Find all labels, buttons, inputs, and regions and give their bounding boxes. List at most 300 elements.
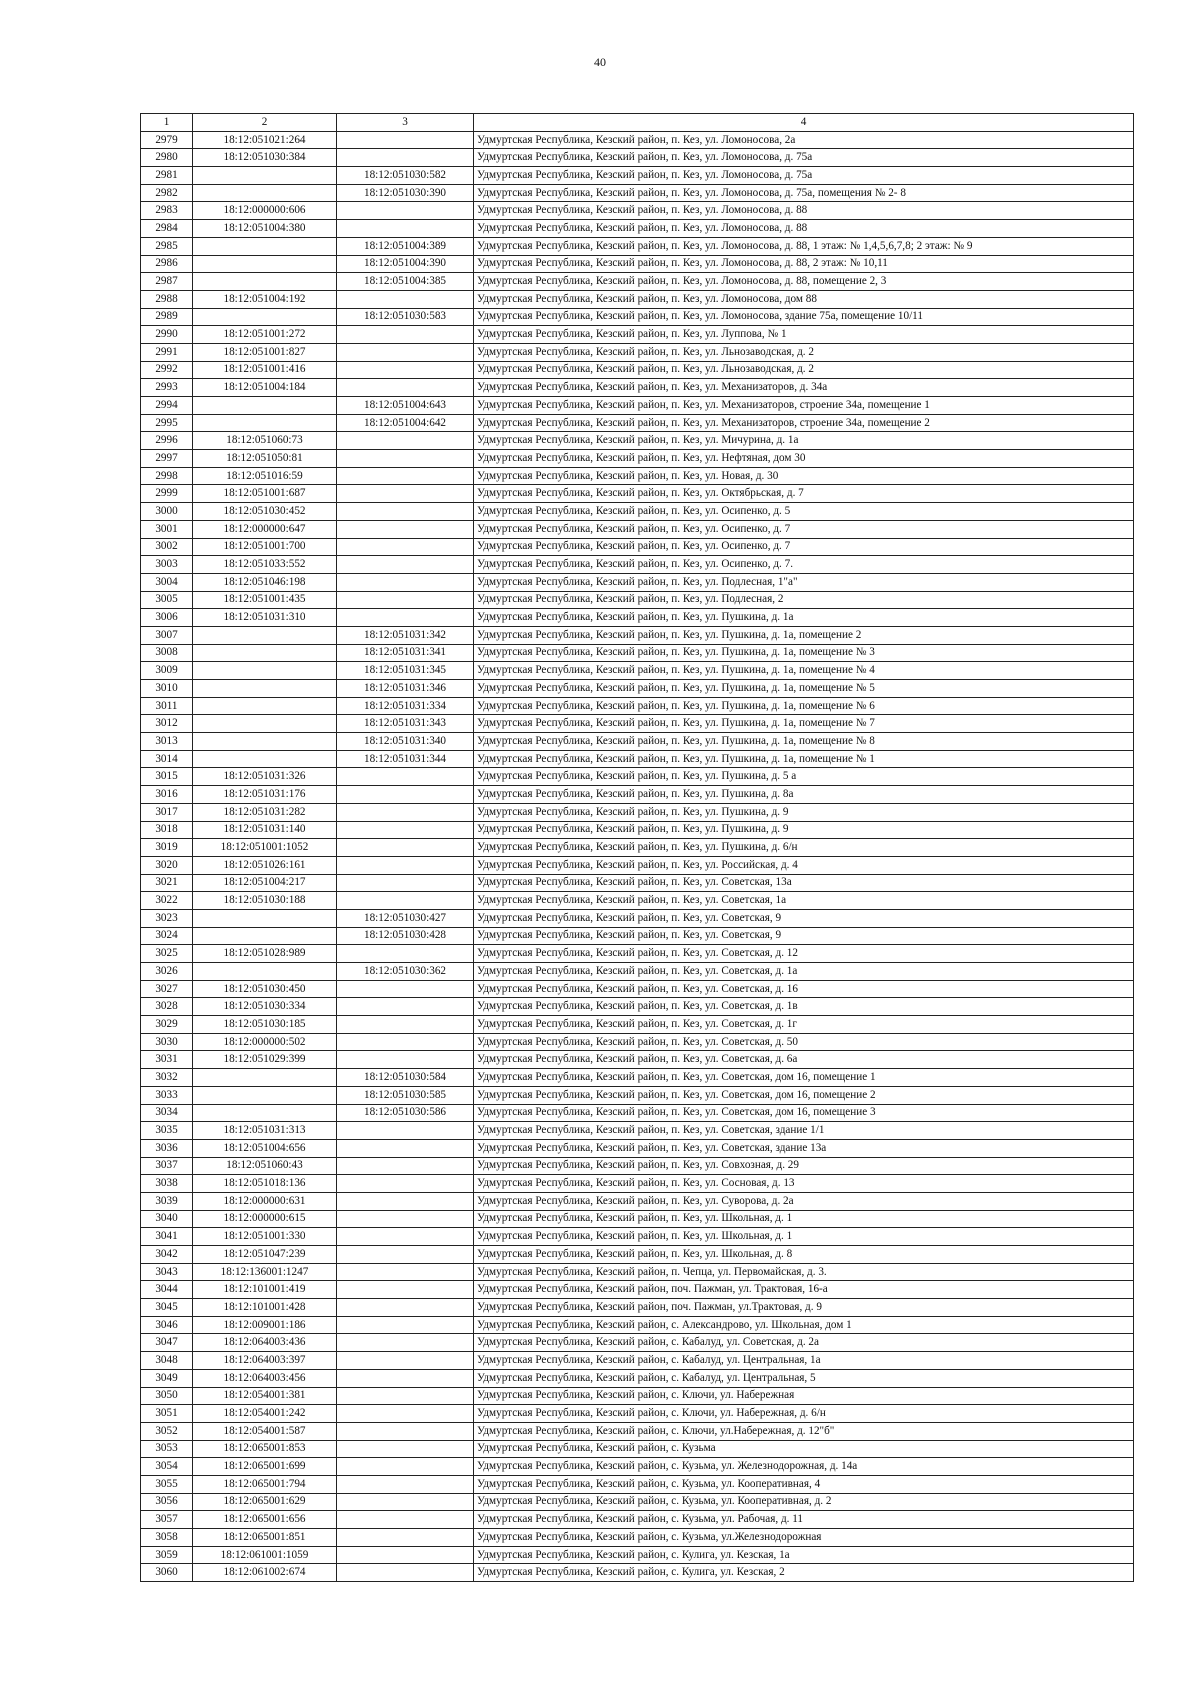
address-cell: Удмуртская Республика, Кезский район, п. Кез, ул. Советская, д. 1а [474, 963, 1134, 981]
row-number-cell: 2979 [141, 131, 193, 149]
table-row [141, 874, 1134, 892]
row-number-cell: 3058 [141, 1529, 193, 1547]
row-number-cell: 2983 [141, 202, 193, 220]
row-number-cell: 3030 [141, 1033, 193, 1051]
land-cadastral-number-cell: 18:12:000000:647 [193, 520, 337, 538]
land-cadastral-number-cell: 18:12:051033:552 [193, 556, 337, 574]
land-cadastral-number-cell: 18:12:051028:989 [193, 945, 337, 963]
land-cadastral-number-cell: 18:12:051026:161 [193, 856, 337, 874]
land-cadastral-number-cell: 18:12:051030:450 [193, 980, 337, 998]
table-row [141, 998, 1134, 1016]
row-number-cell: 3056 [141, 1493, 193, 1511]
table-row [141, 1511, 1134, 1529]
address-cell: Удмуртская Республика, Кезский район, п. Кез, ул. Российская, д. 4 [474, 856, 1134, 874]
object-cadastral-number-cell [337, 768, 474, 786]
address-cell: Удмуртская Республика, Кезский район, п. Кез, ул. Механизаторов, строение 34а, помещение 1 [474, 397, 1134, 415]
row-number-cell: 3027 [141, 980, 193, 998]
address-cell: Удмуртская Республика, Кезский район, п. Кез, ул. Советская, 1а [474, 892, 1134, 910]
row-number-cell: 3013 [141, 733, 193, 751]
address-cell: Удмуртская Республика, Кезский район, п. Кез, ул. Пушкина, д. 1а, помещение № 4 [474, 662, 1134, 680]
land-cadastral-number-cell: 18:12:101001:428 [193, 1299, 337, 1317]
land-cadastral-number-cell: 18:12:051001:827 [193, 343, 337, 361]
table-row [141, 786, 1134, 804]
table-row [141, 644, 1134, 662]
object-cadastral-number-cell [337, 786, 474, 804]
land-cadastral-number-cell [193, 644, 337, 662]
object-cadastral-number-cell: 18:12:051030:586 [337, 1104, 474, 1122]
row-number-cell: 3031 [141, 1051, 193, 1069]
land-cadastral-number-cell: 18:12:051004:656 [193, 1139, 337, 1157]
row-number-cell: 3046 [141, 1316, 193, 1334]
object-cadastral-number-cell [337, 1210, 474, 1228]
row-number-cell: 2980 [141, 149, 193, 167]
address-cell: Удмуртская Республика, Кезский район, поч. Пажман, ул.Трактовая, д. 9 [474, 1299, 1134, 1317]
address-cell: Удмуртская Республика, Кезский район, п. Кез, ул. Советская, здание 1/1 [474, 1122, 1134, 1140]
row-number-cell: 2986 [141, 255, 193, 273]
table-row [141, 892, 1134, 910]
table-row [141, 361, 1134, 379]
address-cell: Удмуртская Республика, Кезский район, с. Александрово, ул. Школьная, дом 1 [474, 1316, 1134, 1334]
row-number-cell: 3051 [141, 1405, 193, 1423]
row-number-cell: 3048 [141, 1352, 193, 1370]
row-number-cell: 3040 [141, 1210, 193, 1228]
address-cell: Удмуртская Республика, Кезский район, п. Кез, ул. Пушкина, д. 1а, помещение 2 [474, 626, 1134, 644]
row-number-cell: 3050 [141, 1387, 193, 1405]
row-number-cell: 3025 [141, 945, 193, 963]
table-row [141, 1316, 1134, 1334]
row-number-cell: 3055 [141, 1475, 193, 1493]
land-cadastral-number-cell: 18:12:054001:381 [193, 1387, 337, 1405]
land-cadastral-number-cell [193, 697, 337, 715]
table-row [141, 821, 1134, 839]
header-row [141, 114, 1134, 132]
table-row [141, 379, 1134, 397]
table-row [141, 308, 1134, 326]
table-row [141, 220, 1134, 238]
land-cadastral-number-cell: 18:12:051060:73 [193, 432, 337, 450]
object-cadastral-number-cell [337, 609, 474, 627]
table-row [141, 803, 1134, 821]
land-cadastral-number-cell [193, 750, 337, 768]
column-header-2: 2 [193, 114, 337, 132]
land-cadastral-number-cell: 18:12:136001:1247 [193, 1263, 337, 1281]
column-header-1: 1 [141, 114, 193, 132]
address-cell: Удмуртская Республика, Кезский район, п. Кез, ул. Советская, дом 16, помещение 2 [474, 1086, 1134, 1104]
land-cadastral-number-cell: 18:12:061001:1059 [193, 1546, 337, 1564]
object-cadastral-number-cell [337, 131, 474, 149]
land-cadastral-number-cell [193, 909, 337, 927]
address-cell: Удмуртская Республика, Кезский район, с. Кузьма, ул. Кооперативная, д. 2 [474, 1493, 1134, 1511]
table-row [141, 503, 1134, 521]
row-number-cell: 3059 [141, 1546, 193, 1564]
table-row [141, 927, 1134, 945]
land-cadastral-number-cell: 18:12:000000:502 [193, 1033, 337, 1051]
table-row [141, 1440, 1134, 1458]
row-number-cell: 2982 [141, 184, 193, 202]
row-number-cell: 3032 [141, 1069, 193, 1087]
table-row [141, 1016, 1134, 1034]
object-cadastral-number-cell: 18:12:051030:428 [337, 927, 474, 945]
row-number-cell: 3017 [141, 803, 193, 821]
land-cadastral-number-cell: 18:12:051031:282 [193, 803, 337, 821]
address-cell: Удмуртская Республика, Кезский район, п. Кез, ул. Советская, д. 50 [474, 1033, 1134, 1051]
row-number-cell: 3037 [141, 1157, 193, 1175]
row-number-cell: 3054 [141, 1458, 193, 1476]
address-cell: Удмуртская Республика, Кезский район, с. Кулига, ул. Кезская, 1а [474, 1546, 1134, 1564]
table-row [141, 733, 1134, 751]
land-cadastral-number-cell [193, 1086, 337, 1104]
address-cell: Удмуртская Республика, Кезский район, п. Кез, ул. Советская, д. 1г [474, 1016, 1134, 1034]
object-cadastral-number-cell [337, 998, 474, 1016]
address-cell: Удмуртская Республика, Кезский район, п. Кез, ул. Советская, дом 16, помещение 1 [474, 1069, 1134, 1087]
land-cadastral-number-cell: 18:12:051031:176 [193, 786, 337, 804]
address-cell: Удмуртская Республика, Кезский район, п. Кез, ул. Пушкина, д. 6/н [474, 839, 1134, 857]
row-number-cell: 3010 [141, 680, 193, 698]
address-cell: Удмуртская Республика, Кезский район, п. Кез, ул. Пушкина, д. 1а, помещение № 6 [474, 697, 1134, 715]
object-cadastral-number-cell [337, 1493, 474, 1511]
land-cadastral-number-cell: 18:12:051046:198 [193, 573, 337, 591]
land-cadastral-number-cell: 18:12:101001:419 [193, 1281, 337, 1299]
address-cell: Удмуртская Республика, Кезский район, п. Кез, ул. Советская, д. 1в [474, 998, 1134, 1016]
object-cadastral-number-cell: 18:12:051030:427 [337, 909, 474, 927]
land-cadastral-number-cell [193, 414, 337, 432]
object-cadastral-number-cell [337, 1016, 474, 1034]
object-cadastral-number-cell [337, 1228, 474, 1246]
table-body [141, 131, 1134, 1581]
row-number-cell: 2985 [141, 237, 193, 255]
object-cadastral-number-cell [337, 220, 474, 238]
land-cadastral-number-cell: 18:12:061002:674 [193, 1564, 337, 1582]
object-cadastral-number-cell [337, 1175, 474, 1193]
address-cell: Удмуртская Республика, Кезский район, п. Кез, ул. Осипенко, д. 7 [474, 538, 1134, 556]
table-row [141, 1334, 1134, 1352]
table-row [141, 1369, 1134, 1387]
row-number-cell: 3000 [141, 503, 193, 521]
table-row [141, 255, 1134, 273]
object-cadastral-number-cell [337, 1157, 474, 1175]
object-cadastral-number-cell [337, 1369, 474, 1387]
row-number-cell: 3057 [141, 1511, 193, 1529]
land-cadastral-number-cell [193, 255, 337, 273]
address-cell: Удмуртская Республика, Кезский район, п. Кез, ул. Пушкина, д. 1а, помещение № 5 [474, 680, 1134, 698]
object-cadastral-number-cell [337, 1139, 474, 1157]
table-row [141, 1157, 1134, 1175]
table-row [141, 715, 1134, 733]
address-cell: Удмуртская Республика, Кезский район, п. Кез, ул. Луппова, № 1 [474, 326, 1134, 344]
land-cadastral-number-cell [193, 237, 337, 255]
object-cadastral-number-cell [337, 591, 474, 609]
table-row [141, 750, 1134, 768]
table-row [141, 1299, 1134, 1317]
object-cadastral-number-cell: 18:12:051031:341 [337, 644, 474, 662]
address-cell: Удмуртская Республика, Кезский район, п. Кез, ул. Мичурина, д. 1а [474, 432, 1134, 450]
table-row [141, 856, 1134, 874]
land-cadastral-number-cell: 18:12:051004:192 [193, 290, 337, 308]
address-cell: Удмуртская Республика, Кезский район, п. Кез, ул. Ломоносова, д. 88, 1 этаж: № 1,4,5,6,7,8; 2 этаж: № 9 [474, 237, 1134, 255]
table-row [141, 839, 1134, 857]
table-row [141, 414, 1134, 432]
row-number-cell: 3003 [141, 556, 193, 574]
address-cell: Удмуртская Республика, Кезский район, п. Кез, ул. Осипенко, д. 5 [474, 503, 1134, 521]
address-cell: Удмуртская Республика, Кезский район, с. Кузьма, ул. Рабочая, д. 11 [474, 1511, 1134, 1529]
row-number-cell: 2996 [141, 432, 193, 450]
object-cadastral-number-cell [337, 149, 474, 167]
land-cadastral-number-cell: 18:12:051031:326 [193, 768, 337, 786]
address-cell: Удмуртская Республика, Кезский район, п. Кез, ул. Школьная, д. 1 [474, 1228, 1134, 1246]
row-number-cell: 3019 [141, 839, 193, 857]
address-cell: Удмуртская Республика, Кезский район, п. Кез, ул. Пушкина, д. 9 [474, 803, 1134, 821]
address-cell: Удмуртская Республика, Кезский район, п. Кез, ул. Ломоносова, здание 75а, помещение 10/11 [474, 308, 1134, 326]
address-cell: Удмуртская Республика, Кезский район, п. Кез, ул. Совхозная, д. 29 [474, 1157, 1134, 1175]
row-number-cell: 3014 [141, 750, 193, 768]
land-cadastral-number-cell: 18:12:051001:687 [193, 485, 337, 503]
address-cell: Удмуртская Республика, Кезский район, п. Кез, ул. Школьная, д. 1 [474, 1210, 1134, 1228]
object-cadastral-number-cell [337, 1422, 474, 1440]
row-number-cell: 3028 [141, 998, 193, 1016]
object-cadastral-number-cell: 18:12:051004:643 [337, 397, 474, 415]
row-number-cell: 3035 [141, 1122, 193, 1140]
address-cell: Удмуртская Республика, Кезский район, с. Кулига, ул. Кезская, 2 [474, 1564, 1134, 1582]
table-row [141, 1104, 1134, 1122]
object-cadastral-number-cell: 18:12:051030:583 [337, 308, 474, 326]
table-row [141, 697, 1134, 715]
object-cadastral-number-cell [337, 326, 474, 344]
object-cadastral-number-cell [337, 343, 474, 361]
land-cadastral-number-cell: 18:12:064003:456 [193, 1369, 337, 1387]
address-cell: Удмуртская Республика, Кезский район, п. Кез, ул. Советская, д. 16 [474, 980, 1134, 998]
row-number-cell: 3016 [141, 786, 193, 804]
address-cell: Удмуртская Республика, Кезский район, п. Кез, ул. Советская, д. 12 [474, 945, 1134, 963]
land-cadastral-number-cell: 18:12:009001:186 [193, 1316, 337, 1334]
land-cadastral-number-cell: 18:12:051016:59 [193, 467, 337, 485]
object-cadastral-number-cell [337, 202, 474, 220]
row-number-cell: 3002 [141, 538, 193, 556]
address-cell: Удмуртская Республика, Кезский район, п. Кез, ул. Советская, дом 16, помещение 3 [474, 1104, 1134, 1122]
table-row [141, 1281, 1134, 1299]
row-number-cell: 2992 [141, 361, 193, 379]
land-cadastral-number-cell: 18:12:051031:313 [193, 1122, 337, 1140]
table-row [141, 1175, 1134, 1193]
table-row [141, 1246, 1134, 1264]
table-row [141, 609, 1134, 627]
table-row [141, 1263, 1134, 1281]
table-row [141, 1122, 1134, 1140]
row-number-cell: 3023 [141, 909, 193, 927]
land-cadastral-number-cell [193, 1069, 337, 1087]
land-cadastral-number-cell [193, 927, 337, 945]
address-cell: Удмуртская Республика, Кезский район, с. Ключи, ул. Набережная [474, 1387, 1134, 1405]
object-cadastral-number-cell [337, 538, 474, 556]
row-number-cell: 2984 [141, 220, 193, 238]
land-cadastral-number-cell [193, 626, 337, 644]
land-cadastral-number-cell: 18:12:051021:264 [193, 131, 337, 149]
address-cell: Удмуртская Республика, Кезский район, п. Кез, ул. Ломоносова, 2а [474, 131, 1134, 149]
row-number-cell: 3043 [141, 1263, 193, 1281]
land-cadastral-number-cell: 18:12:051030:334 [193, 998, 337, 1016]
row-number-cell: 2991 [141, 343, 193, 361]
land-cadastral-number-cell: 18:12:051001:1052 [193, 839, 337, 857]
object-cadastral-number-cell [337, 821, 474, 839]
address-cell: Удмуртская Республика, Кезский район, п. Кез, ул. Льнозаводская, д. 2 [474, 361, 1134, 379]
row-number-cell: 3033 [141, 1086, 193, 1104]
land-cadastral-number-cell: 18:12:051004:184 [193, 379, 337, 397]
row-number-cell: 2997 [141, 450, 193, 468]
land-cadastral-number-cell [193, 167, 337, 185]
object-cadastral-number-cell [337, 1352, 474, 1370]
address-cell: Удмуртская Республика, Кезский район, п. Кез, ул. Суворова, д. 2а [474, 1192, 1134, 1210]
object-cadastral-number-cell: 18:12:051030:390 [337, 184, 474, 202]
address-cell: Удмуртская Республика, Кезский район, п. Кез, ул. Пушкина, д. 9 [474, 821, 1134, 839]
row-number-cell: 3044 [141, 1281, 193, 1299]
land-cadastral-number-cell [193, 184, 337, 202]
object-cadastral-number-cell: 18:12:051030:362 [337, 963, 474, 981]
row-number-cell: 3015 [141, 768, 193, 786]
table-row [141, 1352, 1134, 1370]
table-header [141, 114, 1134, 132]
land-cadastral-number-cell: 18:12:051031:310 [193, 609, 337, 627]
row-number-cell: 3020 [141, 856, 193, 874]
table-row [141, 237, 1134, 255]
land-cadastral-number-cell: 18:12:000000:615 [193, 1210, 337, 1228]
address-cell: Удмуртская Республика, Кезский район, с. Ключи, ул.Набережная, д. 12"б" [474, 1422, 1134, 1440]
object-cadastral-number-cell: 18:12:051004:390 [337, 255, 474, 273]
object-cadastral-number-cell [337, 803, 474, 821]
table-row [141, 1069, 1134, 1087]
row-number-cell: 3021 [141, 874, 193, 892]
land-cadastral-number-cell: 18:12:051001:416 [193, 361, 337, 379]
object-cadastral-number-cell [337, 1122, 474, 1140]
land-cadastral-number-cell: 18:12:000000:606 [193, 202, 337, 220]
land-cadastral-number-cell: 18:12:051030:384 [193, 149, 337, 167]
table-row [141, 485, 1134, 503]
address-cell: Удмуртская Республика, Кезский район, п. Кез, ул. Ломоносова, д. 88, помещение 2, 3 [474, 273, 1134, 291]
row-number-cell: 3024 [141, 927, 193, 945]
address-cell: Удмуртская Республика, Кезский район, с. Ключи, ул. Набережная, д. 6/н [474, 1405, 1134, 1423]
row-number-cell: 3034 [141, 1104, 193, 1122]
object-cadastral-number-cell [337, 1475, 474, 1493]
land-cadastral-number-cell: 18:12:065001:699 [193, 1458, 337, 1476]
row-number-cell: 2995 [141, 414, 193, 432]
table-row [141, 467, 1134, 485]
row-number-cell: 3008 [141, 644, 193, 662]
table-row [141, 520, 1134, 538]
table-row [141, 149, 1134, 167]
row-number-cell: 2988 [141, 290, 193, 308]
object-cadastral-number-cell: 18:12:051004:642 [337, 414, 474, 432]
table-row [141, 556, 1134, 574]
table-row [141, 1033, 1134, 1051]
address-cell: Удмуртская Республика, Кезский район, п. Кез, ул. Пушкина, д. 1а, помещение № 8 [474, 733, 1134, 751]
object-cadastral-number-cell [337, 1387, 474, 1405]
row-number-cell: 3047 [141, 1334, 193, 1352]
table-row [141, 1458, 1134, 1476]
table-row [141, 1086, 1134, 1104]
land-cadastral-number-cell: 18:12:065001:794 [193, 1475, 337, 1493]
table-row [141, 538, 1134, 556]
address-cell: Удмуртская Республика, Кезский район, п. Кез, ул. Пушкина, д. 1а, помещение № 7 [474, 715, 1134, 733]
address-cell: Удмуртская Республика, Кезский район, п. Кез, ул. Пушкина, д. 8а [474, 786, 1134, 804]
row-number-cell: 3007 [141, 626, 193, 644]
row-number-cell: 3005 [141, 591, 193, 609]
object-cadastral-number-cell [337, 1440, 474, 1458]
row-number-cell: 2981 [141, 167, 193, 185]
address-cell: Удмуртская Республика, Кезский район, п. Кез, ул. Ломоносова, дом 88 [474, 290, 1134, 308]
address-cell: Удмуртская Республика, Кезский район, п. Кез, ул. Ломоносова, д. 75а [474, 149, 1134, 167]
table-row [141, 980, 1134, 998]
table-row [141, 397, 1134, 415]
object-cadastral-number-cell: 18:12:051031:344 [337, 750, 474, 768]
object-cadastral-number-cell [337, 1334, 474, 1352]
object-cadastral-number-cell [337, 874, 474, 892]
object-cadastral-number-cell [337, 485, 474, 503]
land-cadastral-number-cell: 18:12:051031:140 [193, 821, 337, 839]
land-cadastral-number-cell: 18:12:065001:851 [193, 1529, 337, 1547]
row-number-cell: 3049 [141, 1369, 193, 1387]
address-cell: Удмуртская Республика, Кезский район, п. Кез, ул. Советская, 9 [474, 927, 1134, 945]
row-number-cell: 2994 [141, 397, 193, 415]
address-cell: Удмуртская Республика, Кезский район, п. Чепца, ул. Первомайская, д. 3. [474, 1263, 1134, 1281]
object-cadastral-number-cell [337, 1033, 474, 1051]
table-row [141, 1546, 1134, 1564]
object-cadastral-number-cell [337, 1546, 474, 1564]
address-cell: Удмуртская Республика, Кезский район, п. Кез, ул. Советская, 13а [474, 874, 1134, 892]
land-cadastral-number-cell: 18:12:051004:217 [193, 874, 337, 892]
object-cadastral-number-cell: 18:12:051031:334 [337, 697, 474, 715]
object-cadastral-number-cell [337, 361, 474, 379]
land-cadastral-number-cell [193, 733, 337, 751]
address-cell: Удмуртская Республика, Кезский район, с. Кабалуд, ул. Центральная, 5 [474, 1369, 1134, 1387]
land-cadastral-number-cell: 18:12:064003:436 [193, 1334, 337, 1352]
object-cadastral-number-cell [337, 1458, 474, 1476]
address-cell: Удмуртская Республика, Кезский район, п. Кез, ул. Пушкина, д. 1а, помещение № 1 [474, 750, 1134, 768]
table-row [141, 680, 1134, 698]
row-number-cell: 3039 [141, 1192, 193, 1210]
address-cell: Удмуртская Республика, Кезский район, п. Кез, ул. Ломоносова, д. 88 [474, 220, 1134, 238]
object-cadastral-number-cell [337, 980, 474, 998]
table-row [141, 768, 1134, 786]
object-cadastral-number-cell: 18:12:051031:340 [337, 733, 474, 751]
table-row [141, 662, 1134, 680]
object-cadastral-number-cell [337, 1316, 474, 1334]
address-cell: Удмуртская Республика, Кезский район, п. Кез, ул. Новая, д. 30 [474, 467, 1134, 485]
row-number-cell: 3006 [141, 609, 193, 627]
table-row [141, 591, 1134, 609]
object-cadastral-number-cell [337, 432, 474, 450]
address-cell: Удмуртская Республика, Кезский район, п. Кез, ул. Осипенко, д. 7. [474, 556, 1134, 574]
table-row [141, 131, 1134, 149]
table-row [141, 432, 1134, 450]
table-row [141, 1192, 1134, 1210]
object-cadastral-number-cell [337, 892, 474, 910]
object-cadastral-number-cell [337, 1511, 474, 1529]
object-cadastral-number-cell: 18:12:051004:389 [337, 237, 474, 255]
table-row [141, 573, 1134, 591]
address-cell: Удмуртская Республика, Кезский район, п. Кез, ул. Пушкина, д. 1а [474, 609, 1134, 627]
table-row [141, 1493, 1134, 1511]
object-cadastral-number-cell [337, 1529, 474, 1547]
address-cell: Удмуртская Республика, Кезский район, п. Кез, ул. Советская, здание 13а [474, 1139, 1134, 1157]
address-cell: Удмуртская Республика, Кезский район, п. Кез, ул. Подлесная, 2 [474, 591, 1134, 609]
land-cadastral-number-cell: 18:12:051030:185 [193, 1016, 337, 1034]
land-cadastral-number-cell: 18:12:051060:43 [193, 1157, 337, 1175]
address-cell: Удмуртская Республика, Кезский район, п. Кез, ул. Ломоносова, д. 75а, помещения № 2- 8 [474, 184, 1134, 202]
object-cadastral-number-cell [337, 573, 474, 591]
table-row [141, 290, 1134, 308]
land-cadastral-number-cell: 18:12:051001:272 [193, 326, 337, 344]
column-header-4: 4 [474, 114, 1134, 132]
land-cadastral-number-cell: 18:12:051004:380 [193, 220, 337, 238]
object-cadastral-number-cell [337, 1263, 474, 1281]
